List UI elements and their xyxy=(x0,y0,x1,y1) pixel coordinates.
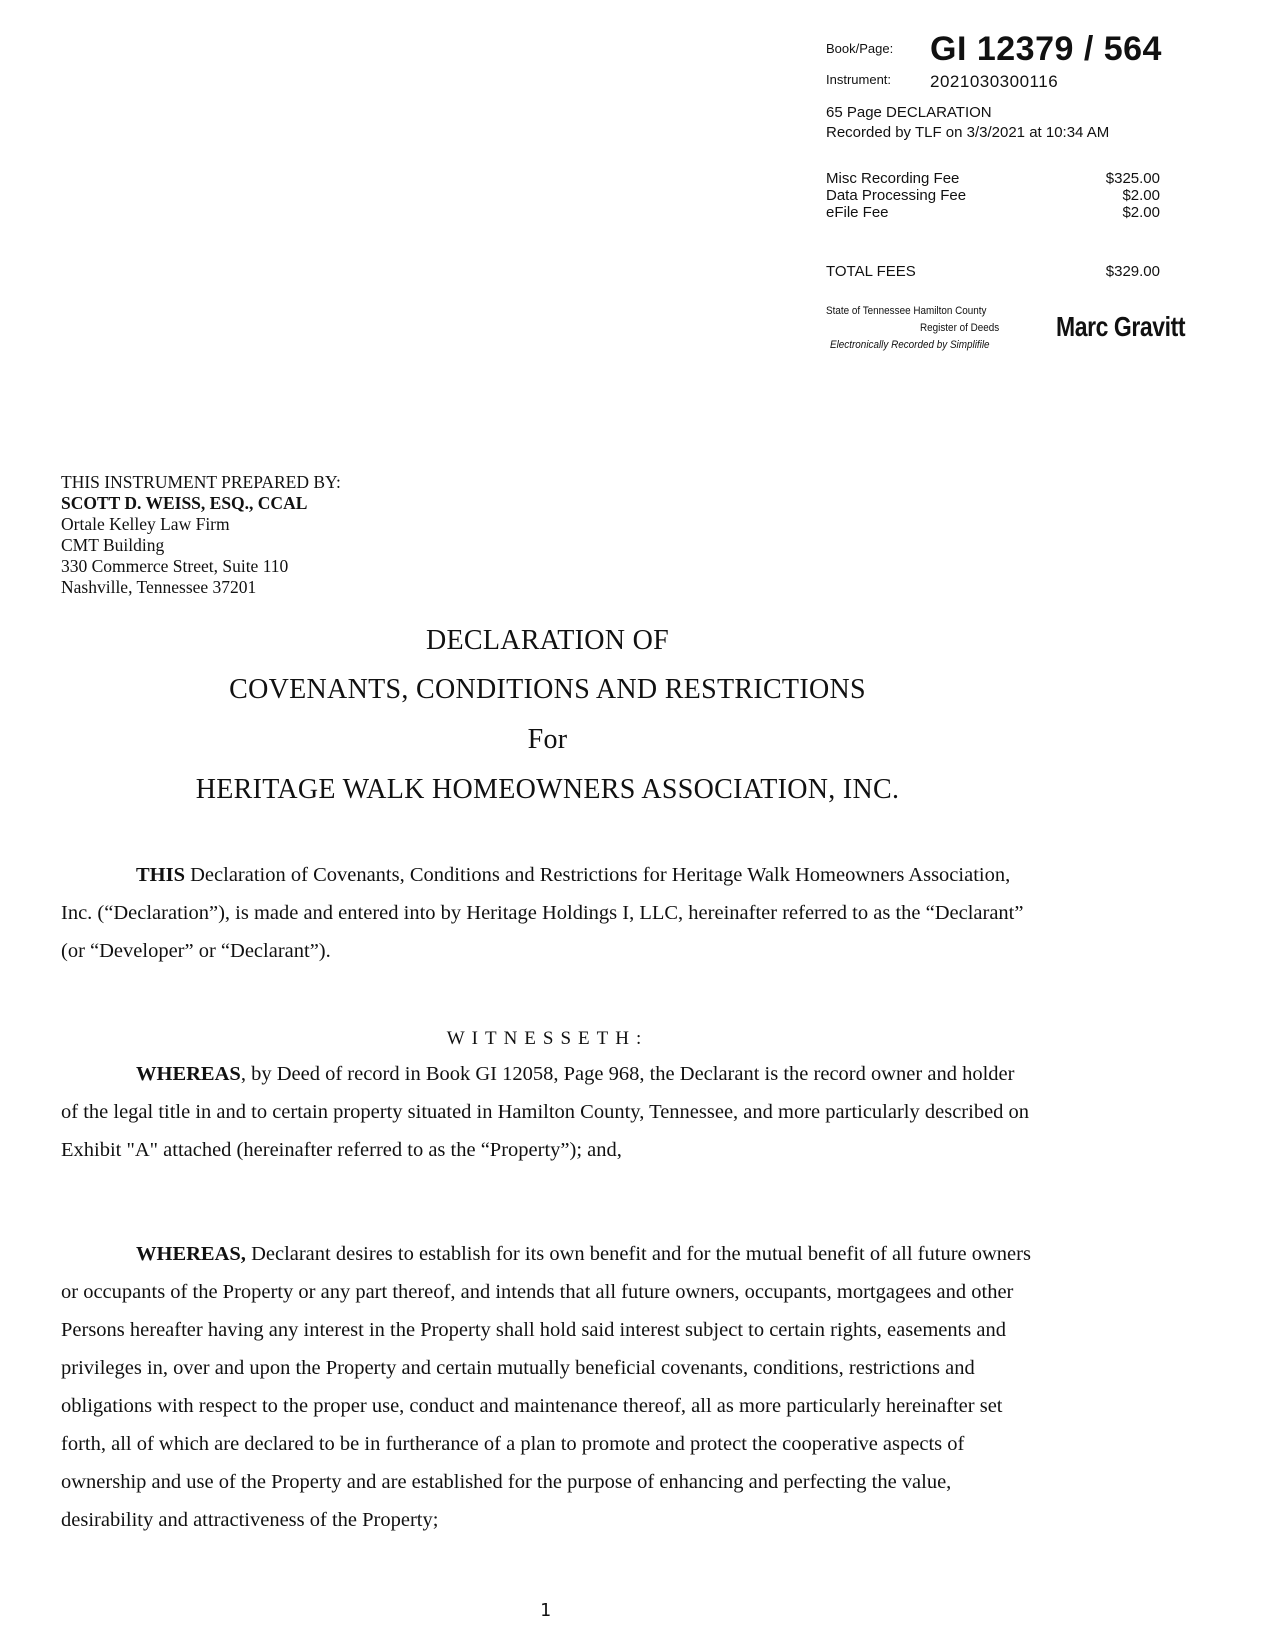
whereas-paragraph-2 xyxy=(61,1235,1036,1539)
book-page-label: Book/Page: xyxy=(826,41,894,56)
total-fees-label: TOTAL FEES xyxy=(826,263,916,280)
instrument-value: 2021030300116 xyxy=(930,72,1059,91)
intro-paragraph xyxy=(61,856,1036,970)
register-signature: Marc Gravitt xyxy=(1056,311,1186,342)
document-title-line3: For xyxy=(527,724,568,755)
fee-amount: $325.00 xyxy=(1105,170,1160,187)
whereas-lead: WHEREAS xyxy=(136,1063,241,1085)
page-count-line: 65 Page DECLARATION xyxy=(826,104,992,121)
document-title-line4: HERITAGE WALK HOMEOWNERS ASSOCIATION, INC. xyxy=(195,774,900,805)
intro-text: Declaration of Covenants, Conditions and Restrictions for Heritage Walk Homeowners Association, Inc. (“Declaration”), is made and entered into by Heritage Holdings I, LLC, hereinafter referred to as the “Declarant” (or “Developer” or “Declarant”). xyxy=(61,864,1024,962)
fee-label: Misc Recording Fee xyxy=(826,170,960,187)
fee-label: Data Processing Fee xyxy=(826,187,967,204)
page-number: 1 xyxy=(540,1600,551,1621)
instrument-label: Instrument: xyxy=(826,72,892,87)
whereas-text: Declarant desires to establish for its own benefit and for the mutual benefit of all future owners or occupants of the Property or any part thereof, and intends that all future owners, occupants, mortgagees and other Persons hereafter having any interest in the Property shall hold said interest subject to certain rights, easements and privileges in, over and upon the Property and certain mutually beneficial covenants, conditions, restrictions and obligations with respect to the proper use, conduct and maintenance thereof, all as more particularly hereinafter set forth, all of which are declared to be in furtherance of a plan to promote and protect the cooperative aspects of ownership and use of the Property and are established for the purpose of enhancing and perfecting the value, desirability and attractiveness of the Property; xyxy=(61,1243,1031,1531)
register-line: Register of Deeds xyxy=(920,322,1000,334)
whereas-lead: WHEREAS, xyxy=(136,1243,246,1265)
whereas-paragraph-1 xyxy=(61,1055,1036,1169)
fee-label: eFile Fee xyxy=(826,204,889,221)
whereas-text: , by Deed of record in Book GI 12058, Page 968, the Declarant is the record owner and holder of the legal title in and to certain property situated in Hamilton County, Tennessee, and more particularly described on Exhibit "A" attached (hereinafter referred to as the “Property”); and, xyxy=(61,1063,1030,1161)
intro-lead: THIS xyxy=(136,864,185,886)
document-title-line1: DECLARATION OF xyxy=(426,625,669,656)
efiled-line: Electronically Recorded by Simplifile xyxy=(830,339,990,351)
fee-amount: $2.00 xyxy=(1122,204,1160,221)
preparer-firm: Ortale Kelley Law Firm xyxy=(61,514,230,534)
total-fees-amount: $329.00 xyxy=(1105,263,1160,280)
preparer-street: 330 Commerce Street, Suite 110 xyxy=(61,556,289,576)
document-title-line2: COVENANTS, CONDITIONS AND RESTRICTIONS xyxy=(229,674,866,705)
witnesseth-heading: WITNESSETH: xyxy=(446,1028,649,1049)
prepared-by-heading: THIS INSTRUMENT PREPARED BY: xyxy=(61,472,341,492)
book-page-value: GI 12379 / 564 xyxy=(930,30,1162,68)
preparer-name: SCOTT D. WEISS, ESQ., CCAL xyxy=(61,493,308,513)
county-line: State of Tennessee Hamilton County xyxy=(826,305,987,317)
prepared-by-block xyxy=(61,472,341,598)
preparer-city: Nashville, Tennessee 37201 xyxy=(61,577,257,597)
recorded-line: Recorded by TLF on 3/3/2021 at 10:34 AM xyxy=(826,124,1110,141)
preparer-building: CMT Building xyxy=(61,535,165,555)
fee-amount: $2.00 xyxy=(1122,187,1160,204)
